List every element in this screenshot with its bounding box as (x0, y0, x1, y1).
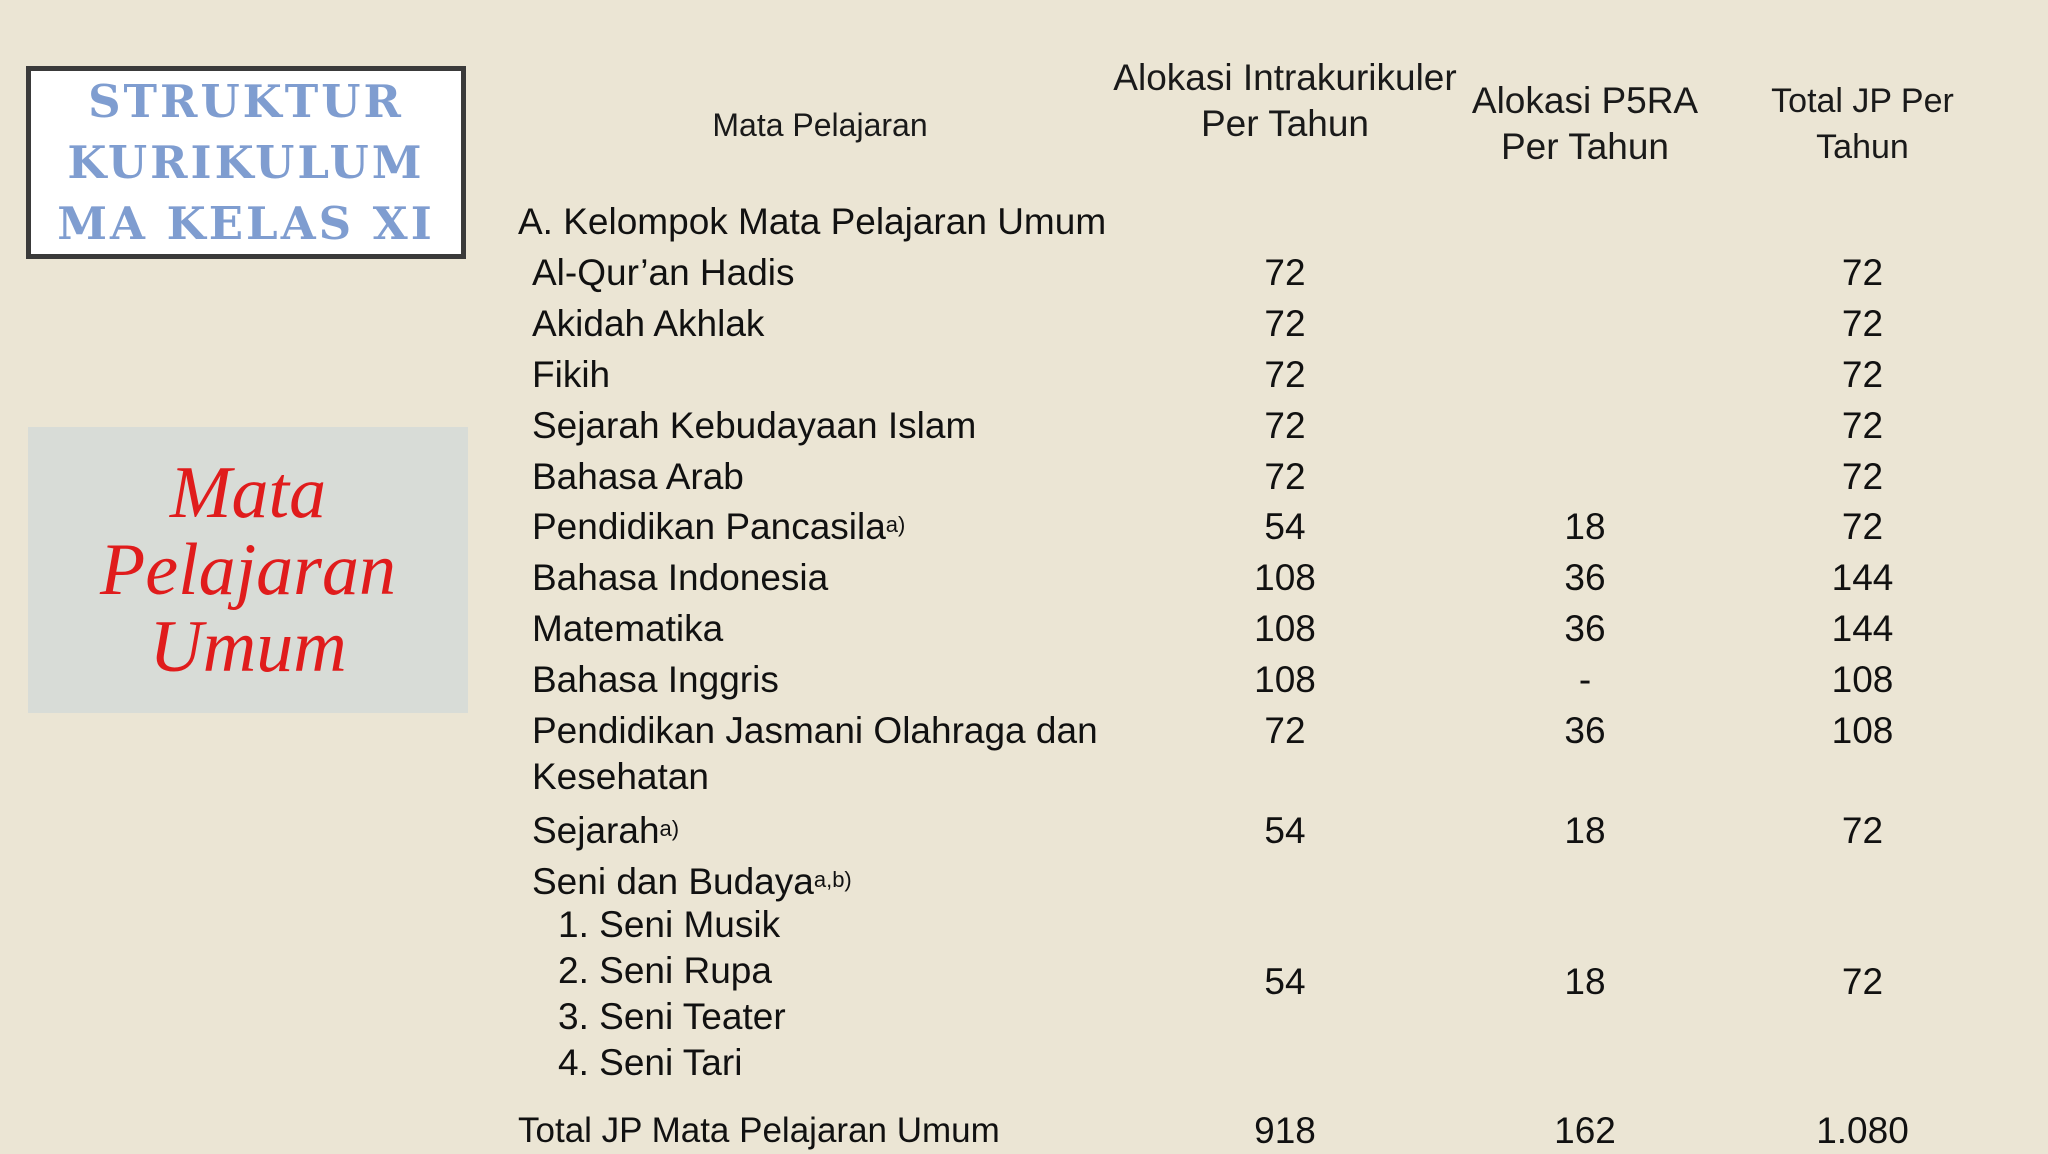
total-value: 72 (1841, 405, 1884, 446)
header-intrakurikuler: Alokasi Intrakurikuler Per Tahun (1113, 57, 1457, 144)
intra-value: 72 (1264, 456, 1306, 497)
intra-value: 72 (1264, 405, 1306, 446)
total-value: 72 (1841, 961, 1884, 1002)
p5ra-value: 36 (1564, 710, 1606, 751)
subject-name: Sejarah Kebudayaan Islam (532, 405, 977, 446)
p5ra-value: 36 (1564, 557, 1606, 598)
subject-name: Bahasa Inggris (532, 659, 779, 700)
title-line-3: MA KELAS XI (57, 197, 435, 250)
total-value: 72 (1841, 303, 1884, 344)
slide-title-box (26, 66, 466, 259)
p5ra-value: 36 (1564, 608, 1606, 649)
p5ra-value: - (1578, 659, 1592, 700)
total-label: Total JP Mata Pelajaran Umum (518, 1111, 1000, 1150)
seni-sub-list (558, 902, 786, 1086)
subject-name: Bahasa Arab (532, 456, 744, 497)
title-line-2: KURIKULUM (67, 136, 425, 189)
section-label-line-2: Pelajaran (100, 528, 396, 611)
section-label-box (28, 427, 468, 713)
list-item: 1. Seni Musik (558, 904, 781, 945)
total-value: 144 (1831, 557, 1894, 598)
intra-value: 108 (1254, 557, 1316, 598)
p5ra-value: 18 (1564, 506, 1606, 547)
subject-name: Bahasa Indonesia (532, 557, 829, 598)
subject-name: Sejarah$^{a)}$ (532, 810, 680, 851)
intra-value: 72 (1264, 354, 1306, 395)
intra-value: 54 (1264, 810, 1306, 851)
total-value: 72 (1841, 810, 1884, 851)
intra-value: 72 (1264, 252, 1306, 293)
intra-value: 72 (1264, 710, 1306, 751)
subject-name: Akidah Akhlak (532, 303, 765, 344)
total-value: 72 (1841, 252, 1884, 293)
header-total-jp: Total JP Per Tahun (1771, 82, 1954, 166)
total-intra-value: 918 (1254, 1110, 1316, 1151)
intra-value: 54 (1264, 961, 1306, 1002)
total-value: 108 (1831, 710, 1894, 751)
subject-name: Kesehatan (532, 756, 709, 797)
header-subject: Mata Pelajaran (712, 107, 928, 143)
section-label-line-3: Umum (149, 605, 347, 688)
total-value: 72 (1841, 456, 1884, 497)
total-jp-value: 1.080 (1816, 1110, 1909, 1151)
total-value: 72 (1841, 506, 1884, 547)
total-value: 144 (1831, 608, 1894, 649)
subject-name: Matematika (532, 608, 724, 649)
group-label: A. Kelompok Mata Pelajaran Umum (518, 201, 1107, 242)
intra-value: 108 (1254, 659, 1316, 700)
total-value: 108 (1831, 659, 1894, 700)
subject-name: Al-Qur’an Hadis (532, 252, 795, 293)
intra-value: 72 (1264, 303, 1306, 344)
p5ra-value: 18 (1564, 961, 1606, 1002)
total-value: 72 (1841, 354, 1884, 395)
total-p5ra-value: 162 (1554, 1110, 1616, 1151)
subject-name: Seni dan Budaya$^{a,b)}$ (532, 861, 852, 902)
intra-value: 108 (1254, 608, 1316, 649)
subject-name: Fikih (532, 354, 611, 395)
list-item: 4. Seni Tari (558, 1042, 743, 1083)
title-line-1: STRUKTUR (88, 75, 404, 128)
subject-name: Pendidikan Pancasila$^{a)}$ (532, 506, 906, 547)
section-label-line-1: Mata (169, 451, 327, 534)
p5ra-value: 18 (1564, 810, 1606, 851)
list-item: 3. Seni Teater (558, 996, 786, 1037)
header-p5ra: Alokasi P5RA Per Tahun (1471, 80, 1699, 167)
subject-name: Pendidikan Jasmani Olahraga dan (532, 710, 1098, 751)
intra-value: 54 (1264, 506, 1306, 547)
list-item: 2. Seni Rupa (558, 950, 772, 991)
